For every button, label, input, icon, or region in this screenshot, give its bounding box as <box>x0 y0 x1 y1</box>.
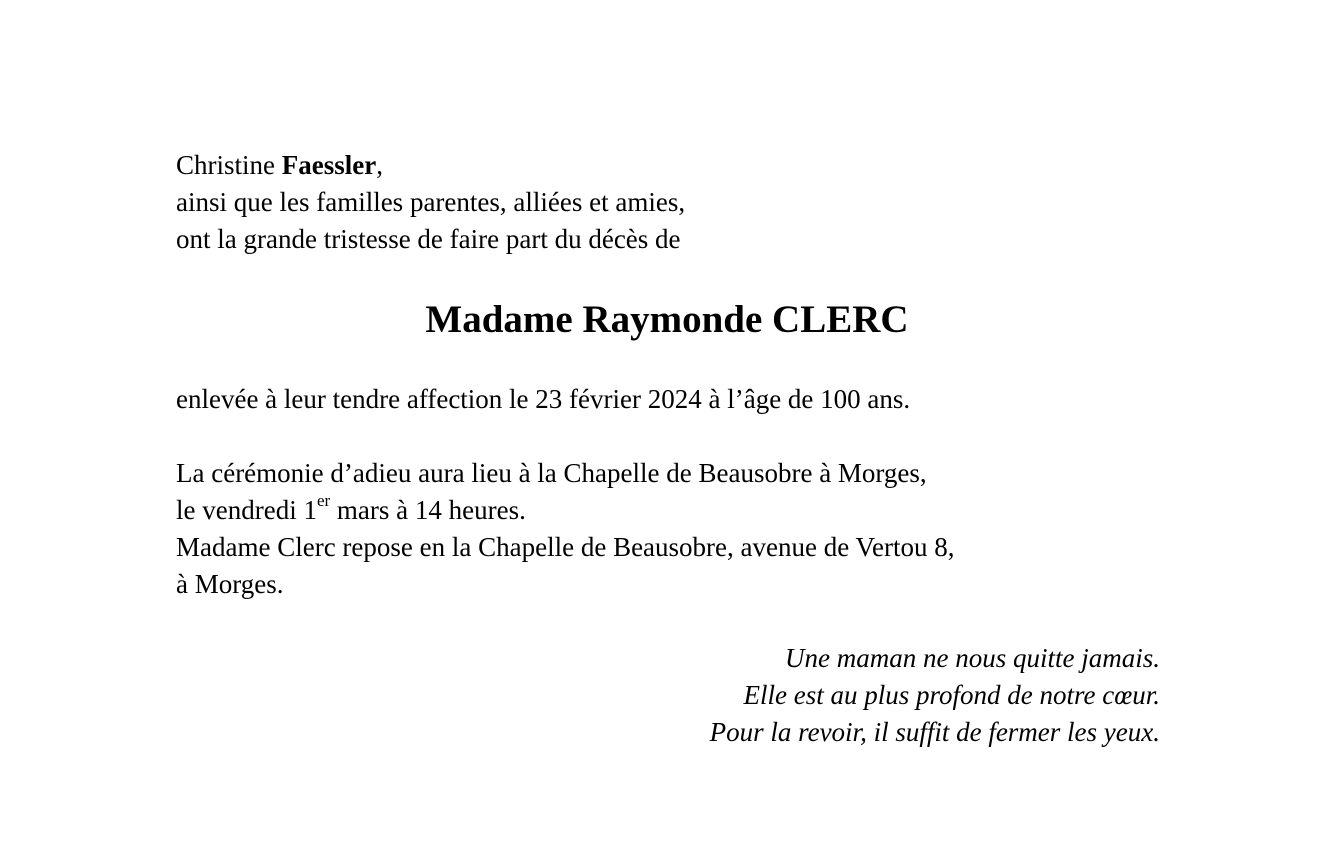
announcer-first-name: Christine <box>176 150 275 180</box>
poem-line: Pour la revoir, il suffit de fermer les yeux. <box>709 717 1160 747</box>
repose-city-line: à Morges. <box>176 569 284 599</box>
announcer-line <box>176 147 1176 184</box>
ceremony-paragraph <box>176 455 1176 603</box>
announcement-line: ont la grande tristesse de faire part du décès de <box>176 224 681 254</box>
ceremony-date-line <box>176 492 1176 529</box>
poem-block <box>460 640 1160 751</box>
poem-line: Elle est au plus profond de notre cœur. <box>743 680 1160 710</box>
ceremony-location-line: La cérémonie d’adieu aura lieu à la Chapelle de Beausobre à Morges, <box>176 458 927 488</box>
announcer-comma: , <box>376 150 383 180</box>
repose-location-line: Madame Clerc repose en la Chapelle de Beausobre, avenue de Vertou 8, <box>176 532 955 562</box>
death-notice-paragraph <box>176 381 1176 418</box>
death-notice-line: enlevée à leur tendre affection le 23 février 2024 à l’âge de 100 ans. <box>176 384 911 414</box>
announcers-paragraph <box>176 147 1176 258</box>
ceremony-date-prefix: le vendredi 1 <box>176 495 317 525</box>
deceased-name: Madame Raymonde CLERC <box>425 298 909 341</box>
poem-line: Une maman ne nous quitte jamais. <box>785 643 1160 673</box>
ceremony-date-superscript: er <box>316 491 331 510</box>
families-line: ainsi que les familles parentes, alliées et amies, <box>176 187 686 217</box>
ceremony-date-suffix: mars à 14 heures. <box>330 495 526 525</box>
announcer-last-name: Faessler <box>281 150 377 180</box>
